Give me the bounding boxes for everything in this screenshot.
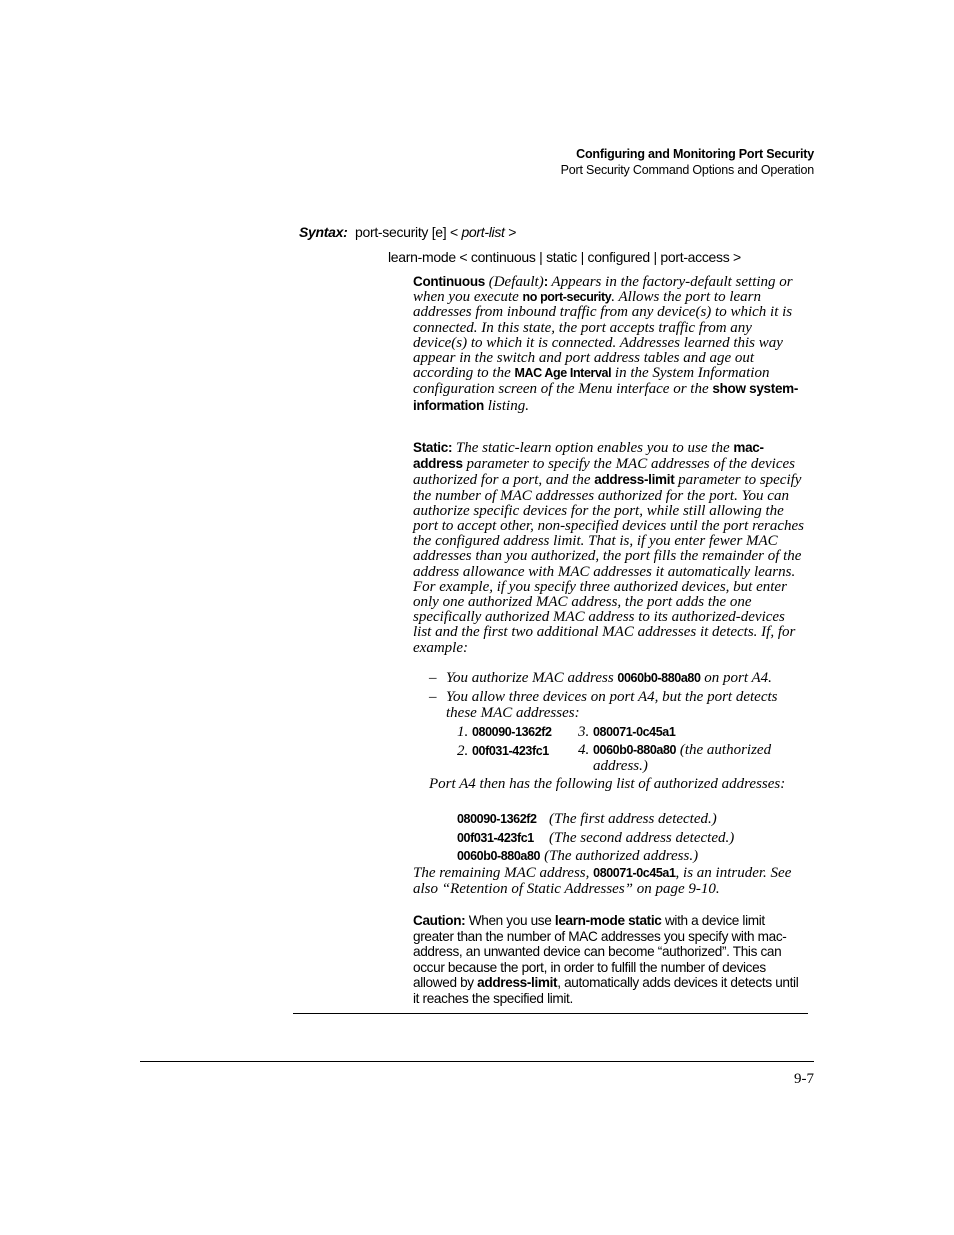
mac-address-param: mac-address (413, 440, 764, 472)
detected-address-2: 2. 00f031-423fc1 (457, 743, 549, 759)
running-header-title: Configuring and Monitoring Port Security (576, 147, 814, 161)
show-system-information-cmd: show system-information (413, 381, 799, 413)
detected-address-4: 4. 0060b0-880a80 (the authorized address.) (578, 742, 772, 774)
syntax-label: Syntax: (299, 224, 348, 240)
caution-note: Caution: When you use learn-mode static with a device limit greater than the number of MAC addresses you specify with mac-address, an unwanted device can become “authorized”. This can occur because the port, in order to fulfill the number of devices allowed by address-limit, automatically adds devices it detects until it reaches the specified limit. (413, 913, 799, 1006)
port-a4-text: Port A4 then has the following list of authorized addresses: (429, 776, 786, 792)
dash-bullet: – (429, 670, 437, 686)
authorized-address-1: 080090-1362f2 (The first address detected.) (457, 811, 717, 827)
list-item: – You allow three devices on port A4, but the port detects these MAC addresses: (429, 689, 778, 721)
footer-rule (140, 1061, 814, 1062)
detected-address-1: 1. 080090-1362f2 (457, 724, 552, 740)
list-item: – You authorize MAC address 0060b0-880a80 on port A4. (429, 670, 772, 686)
page-number: 9-7 (794, 1071, 814, 1087)
address-limit-param: address-limit (594, 472, 675, 488)
learn-mode-syntax: learn-mode < continuous | static | configured | port-access > (388, 249, 741, 265)
syntax-command (355, 224, 516, 240)
static-term: Static: (413, 440, 453, 455)
static-description: Static: The static-learn option enables you to use the mac-address parameter to specify the MAC addresses of the devices authorized for a port, and the address-limit parameter to specify the number of MAC addresses authorized for the port. You can authorize specific devices for the port, while still allowing the port to accept other, non-specified devices until the port reraches the configured address limit. That is, if you enter fewer MAC addresses than you authorized, the port fills the remainder of the address allowance with MAC addresses it automatically learns. For example, if you specify three authorized devices, but enter only one authorized MAC address, the port adds the one specifically authorized MAC address to its authorized-devices list and the first two additional MAC addresses it detects. If, for example: (413, 440, 805, 656)
caution-label: Caution: (413, 913, 466, 928)
remaining-address-text: The remaining MAC address, 080071-0c45a1, is an intruder. See also “Retention of Static Addresses” on page 9-10. (413, 865, 792, 897)
running-header-subtitle: Port Security Command Options and Operation (560, 163, 814, 177)
detected-address-3: 3. 080071-0c45a1 (578, 724, 676, 740)
dash-bullet: – (429, 689, 437, 705)
syntax-cmd-prefix: port-security [e] < (355, 224, 462, 240)
continuous-description: Continuous (Default): Appears in the factory-default setting or when you execute no port-security. Allows the port to learn addresses from inbound traffic from any device(s) to which it is connected. In this state, the port accepts traffic from any device(s) to which it is connected. Addresses learned this way appear in the switch and port address tables and age out according to the MAC Age Interval in the System Information configuration screen of the Menu interface or the show system-information listing. (413, 274, 799, 414)
authorized-address-3: 0060b0-880a80 (The authorized address.) (457, 848, 699, 864)
syntax-cmd-suffix: > (504, 224, 517, 240)
mac-age-interval-term: MAC Age Interval (514, 366, 612, 381)
continuous-term: Continuous (413, 274, 485, 289)
table-bottom-rule (293, 1013, 808, 1014)
mac-value: 0060b0-880a80 (617, 671, 701, 685)
authorized-address-2: 00f031-423fc1 (The second address detected.) (457, 830, 735, 846)
syntax-cmd-arg: port-list (461, 224, 505, 240)
intruder-mac: 080071-0c45a1 (593, 866, 676, 880)
no-port-security-cmd: no port-security (522, 290, 612, 305)
